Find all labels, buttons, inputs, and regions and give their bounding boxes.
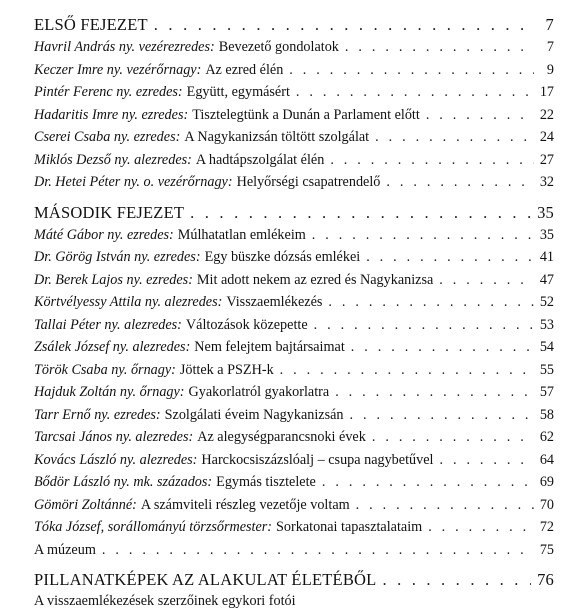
entry-author: Tarcsai János ny. alezredes: [34,429,194,445]
dot-leader [386,171,533,194]
toc-entry[interactable] [34,539,554,562]
entry-title: A Nagykanizsán töltött szolgálat [184,129,370,145]
dot-leader [296,81,534,104]
toc-entry[interactable] [34,59,554,82]
entry-author: Keczer Imre ny. vezérőrnagy: [34,61,202,78]
dot-leader [102,539,534,562]
entry-author: Török Csaba ny. őrnagy: [34,361,176,378]
entry-author: Gömöri Zoltánné: [34,496,137,513]
entry-author: Miklós Dezső ny. alezredes: [34,151,192,168]
dot-leader [428,516,534,539]
entry-page-number: 54 [539,339,554,355]
dot-leader [312,224,534,247]
toc-entry[interactable] [34,81,554,104]
entry-title: Együtt, egymásért [186,84,290,100]
dot-leader [439,449,533,472]
entry-title: Visszaemlékezés [226,294,323,310]
entry-author: Tarr Ernő ny. ezredes: [34,406,161,423]
entry-title: Helyőrségi csapatrendelő [236,174,381,190]
toc-entry[interactable] [34,359,554,382]
entry-author: Dr. Görög István ny. ezredes: [34,249,201,265]
entry-page-number: 58 [539,406,554,423]
dot-leader [382,569,531,591]
entry-page-number: 32 [539,174,554,190]
entry-title: A hadtápszolgálat élén [195,151,325,168]
dot-leader [154,14,534,36]
entry-author: Cserei Csaba ny. ezredes: [34,129,181,145]
entry-author: Tóka József, sorállományú törzsőrmester: [34,519,273,535]
entry-title: Egymás tisztelete [216,474,316,490]
toc-entry[interactable] [34,426,554,449]
entry-author: Pintér Ferenc ny. ezredes: [34,84,183,100]
toc-entry[interactable] [34,246,554,269]
section-page-number: 7 [545,15,554,34]
dot-leader [439,269,534,292]
toc-entry[interactable] [34,516,554,539]
entry-page-number: 47 [539,271,554,288]
toc-entry[interactable] [34,381,554,404]
entry-title: Szolgálati éveim Nagykanizsán [164,406,344,423]
toc-entry[interactable] [34,494,554,517]
dot-leader [322,471,534,494]
dot-leader [289,59,534,82]
toc-entry[interactable] [34,291,554,314]
toc-entry[interactable] [34,449,554,472]
entry-author: Körtvélyessy Attila ny. alezredes: [34,294,223,310]
section-page-number: 35 [537,202,554,222]
entry-page-number: 24 [539,129,554,145]
dot-leader [330,149,534,172]
entry-title: Nem felejtem bajtársaimat [194,339,345,355]
section-heading[interactable] [34,569,554,591]
entry-author: Bődör László ny. mk. százados: [34,474,213,490]
entry-page-number: 17 [539,84,554,100]
entry-title: Gyakorlatról gyakorlatra [188,384,330,400]
toc-entry[interactable] [34,314,554,337]
entry-page-number: 41 [539,249,554,265]
entry-author: Zsálek József ny. alezredes: [34,339,191,355]
section-title: MÁSODIK FEJEZET [34,202,185,222]
entry-page-number: 55 [539,361,554,378]
entry-title: A számviteli részleg vezetője voltam [140,496,350,513]
toc-entry[interactable] [34,149,554,172]
entry-author: Máté Gábor ny. ezredes: [34,226,174,243]
section-heading[interactable] [34,202,554,224]
entry-page-number: 9 [546,61,554,78]
entry-page-number: 75 [539,541,554,558]
toc-entry[interactable] [34,471,554,494]
section-page-number: 76 [537,570,554,589]
entry-page-number: 69 [539,474,554,490]
toc-entry[interactable] [34,36,554,59]
entry-page-number: 22 [539,106,554,123]
entry-author: Dr. Hetei Péter ny. o. vezérőrnagy: [34,174,233,190]
toc-entry[interactable] [34,171,554,194]
dot-leader [350,404,534,427]
table-of-contents [34,14,554,611]
entry-title: Egy büszke dózsás emlékei [204,249,361,265]
entry-author: Tallai Péter ny. alezredes: [34,316,182,333]
entry-title: Bevezető gondolatok [218,39,339,55]
entry-page-number: 72 [539,519,554,535]
entry-author: Hadaritis Imre ny. ezredes: [34,106,189,123]
entry-page-number: 7 [546,39,554,55]
entry-title: A múzeum [34,541,96,558]
entry-title: Változások közepette [185,316,308,333]
entry-author: Havril András ny. vezérezredes: [34,39,215,55]
toc-entry[interactable] [34,126,554,149]
toc-entry[interactable] [34,224,554,247]
dot-leader [366,246,534,269]
dot-leader [314,314,534,337]
entry-title: Az ezred élén [205,61,284,78]
dot-leader [372,426,534,449]
entry-author: Hajduk Zoltán ny. őrnagy: [34,384,185,400]
entry-title: Jöttek a PSZH-k [179,361,274,378]
entry-title: Sorkatonai tapasztalataim [276,519,423,535]
dot-leader [280,359,534,382]
entry-page-number: 27 [539,151,554,168]
dot-leader [345,36,534,59]
toc-entry[interactable] [34,104,554,127]
section-subtitle: A visszaemlékezések szerzőinek egykori fotói [34,593,296,609]
toc-entry[interactable] [34,336,554,359]
entry-title: Tisztelegtünk a Dunán a Parlament előtt [192,106,420,123]
section-title: ELSŐ FEJEZET [34,15,148,34]
entry-author: Kovács László ny. alezredes: [34,451,198,468]
toc-entry[interactable] [34,404,554,427]
dot-leader [351,336,534,359]
entry-page-number: 35 [539,226,554,243]
section-heading[interactable] [34,14,554,36]
entry-page-number: 57 [539,384,554,400]
dot-leader [356,494,534,517]
dot-leader [328,291,533,314]
entry-title: Mit adott nekem az ezred és Nagykanizsa [196,271,434,288]
section-title: PILLANATKÉPEK AZ ALAKULAT ÉLETÉBŐL [34,570,377,589]
dot-leader [426,104,534,127]
entry-author: Dr. Berek Lajos ny. ezredes: [34,271,193,288]
entry-title: Múlhatatlan emlékeim [177,226,306,243]
entry-page-number: 64 [539,451,554,468]
entry-page-number: 52 [539,294,554,310]
entry-page-number: 70 [539,496,554,513]
entry-page-number: 62 [539,429,554,445]
entry-page-number: 53 [539,316,554,333]
entry-title: Az alegységparancsnoki évek [197,429,366,445]
dot-leader [190,202,531,224]
dot-leader [335,381,534,404]
dot-leader [375,126,534,149]
entry-title: Harckocsiszázslóalj – csupa nagybetűvel [201,451,434,468]
toc-entry[interactable] [34,269,554,292]
